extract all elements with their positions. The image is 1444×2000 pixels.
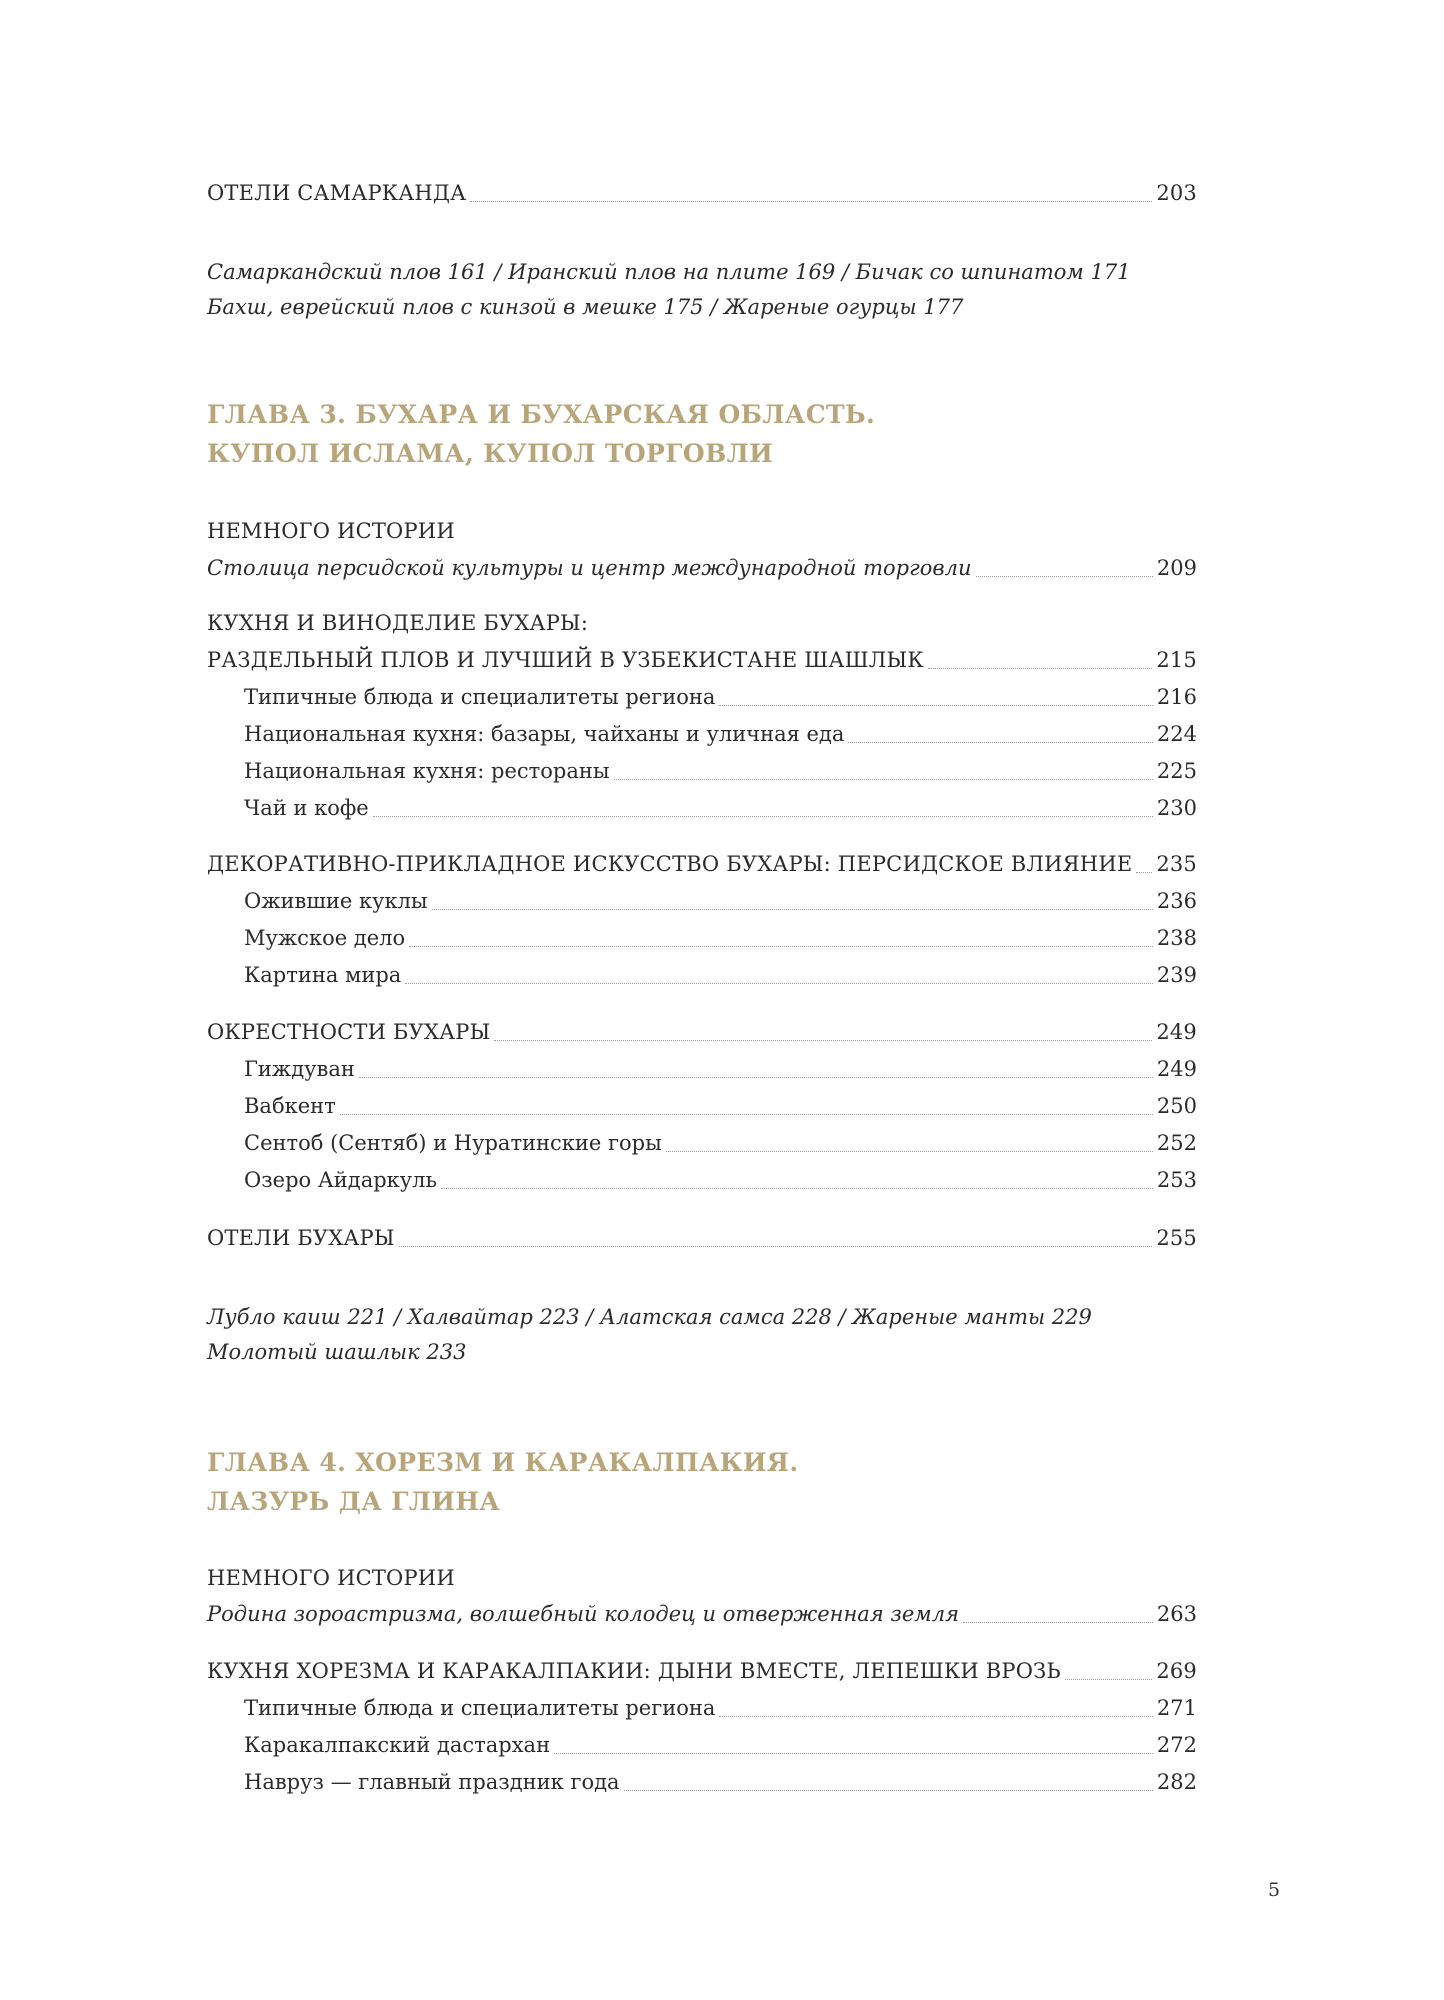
dot-leader <box>1065 1678 1153 1680</box>
toc-entry-page: 239 <box>1156 963 1197 987</box>
dot-leader <box>494 1039 1152 1041</box>
dot-leader <box>409 945 1153 947</box>
toc-entry-title: Картина мира <box>244 963 402 987</box>
dot-leader <box>359 1076 1153 1078</box>
dot-leader <box>405 982 1153 984</box>
toc-entry-title: Национальная кухня: рестораны <box>244 759 610 783</box>
toc-subentry <box>244 1053 1197 1085</box>
recipes-list-samarkand-1: Самаркандский плов 161 / Иранский плов на плите 169 / Бичак со шпинатом 171 <box>207 260 1131 284</box>
dot-leader <box>719 704 1153 706</box>
dot-leader <box>666 1150 1153 1152</box>
toc-entry-cuisine <box>207 1655 1197 1687</box>
toc-entry-page: 249 <box>1156 1020 1197 1044</box>
toc-entry-cuisine <box>207 644 1197 676</box>
toc-subentry <box>244 959 1197 991</box>
toc-subentry <box>244 1090 1197 1122</box>
toc-entry-title: Родина зороастризма, волшебный колодец и отверженная земля <box>207 1602 959 1626</box>
toc-entry-page: 225 <box>1156 759 1197 783</box>
toc-subentry <box>244 718 1197 750</box>
toc-entry-page: 224 <box>1156 722 1197 746</box>
toc-entry-page: 230 <box>1156 796 1197 820</box>
dot-leader <box>928 667 1153 669</box>
toc-entry-page: 282 <box>1156 1770 1197 1794</box>
toc-entry-history <box>207 1598 1197 1630</box>
toc-subentry <box>244 755 1197 787</box>
dot-leader <box>373 815 1153 817</box>
toc-entry-page: 269 <box>1156 1659 1197 1683</box>
dot-leader <box>719 1715 1153 1717</box>
toc-subentry <box>244 1164 1197 1196</box>
toc-entry-page: 252 <box>1156 1131 1197 1155</box>
toc-entry-page: 238 <box>1156 926 1197 950</box>
dot-leader <box>554 1752 1153 1754</box>
dot-leader <box>399 1245 1153 1247</box>
toc-entry-crafts <box>207 848 1197 880</box>
toc-entry-page: 263 <box>1156 1602 1197 1626</box>
toc-entry-title: ОТЕЛИ БУХАРЫ <box>207 1226 395 1250</box>
chapter-3-title-line2: КУПОЛ ИСЛАМА, КУПОЛ ТОРГОВЛИ <box>207 439 774 468</box>
toc-subentry <box>244 792 1197 824</box>
toc-entry-title: РАЗДЕЛЬНЫЙ ПЛОВ И ЛУЧШИЙ В УЗБЕКИСТАНЕ ШАШЛЫК <box>207 648 924 672</box>
toc-entry-title: Каракалпакский дастархан <box>244 1733 551 1757</box>
dot-leader <box>963 1621 1153 1623</box>
toc-entry-title: Навруз — главный праздник года <box>244 1770 620 1794</box>
section-heading-history: НЕМНОГО ИСТОРИИ <box>207 519 455 543</box>
toc-entry-title: Гиждуван <box>244 1057 355 1081</box>
dot-leader <box>340 1113 1153 1115</box>
dot-leader <box>976 575 1153 577</box>
toc-entry-title: Озеро Айдаркуль <box>244 1168 437 1192</box>
chapter-4-title-line2: ЛАЗУРЬ ДА ГЛИНА <box>207 1487 501 1516</box>
recipes-list-bukhara-1: Лубло каиш 221 / Халвайтар 223 / Алатская самса 228 / Жареные манты 229 <box>207 1305 1092 1329</box>
toc-entry-page: 271 <box>1156 1696 1197 1720</box>
toc-entry-page: 203 <box>1156 181 1197 205</box>
recipes-list-samarkand-2: Бахш, еврейский плов с кинзой в мешке 175 / Жареные огурцы 177 <box>207 295 964 319</box>
section-heading-cuisine: КУХНЯ И ВИНОДЕЛИЕ БУХАРЫ: <box>207 611 589 635</box>
recipes-list-bukhara-2: Молотый шашлык 233 <box>207 1340 467 1364</box>
toc-entry-title: КУХНЯ ХОРЕЗМА И КАРАКАЛПАКИИ: ДЫНИ ВМЕСТЕ, ЛЕПЕШКИ ВРОЗЬ <box>207 1659 1061 1683</box>
toc-entry-page: 250 <box>1156 1094 1197 1118</box>
toc-entry-samarkand-hotels <box>207 177 1197 209</box>
dot-leader <box>848 741 1153 743</box>
toc-entry-history <box>207 552 1197 584</box>
toc-subentry <box>244 681 1197 713</box>
toc-entry-surroundings <box>207 1016 1197 1048</box>
toc-entry-page: 216 <box>1156 685 1197 709</box>
dot-leader <box>432 908 1153 910</box>
toc-subentry <box>244 1692 1197 1724</box>
dot-leader <box>1136 871 1152 873</box>
toc-entry-bukhara-hotels <box>207 1222 1197 1254</box>
toc-entry-title: Типичные блюда и специалитеты региона <box>244 685 716 709</box>
toc-entry-page: 272 <box>1156 1733 1197 1757</box>
toc-entry-page: 249 <box>1156 1057 1197 1081</box>
page-number: 5 <box>1268 1879 1281 1901</box>
toc-subentry <box>244 1766 1197 1798</box>
section-heading-history: НЕМНОГО ИСТОРИИ <box>207 1566 455 1590</box>
toc-entry-title: Ожившие куклы <box>244 889 428 913</box>
toc-entry-page: 255 <box>1156 1226 1197 1250</box>
toc-entry-title: ДЕКОРАТИВНО-ПРИКЛАДНОЕ ИСКУССТВО БУХАРЫ: ПЕРСИДСКОЕ ВЛИЯНИЕ <box>207 852 1133 876</box>
toc-entry-page: 209 <box>1156 556 1197 580</box>
toc-entry-title: ОТЕЛИ САМАРКАНДА <box>207 181 467 205</box>
dot-leader <box>624 1789 1153 1791</box>
dot-leader <box>470 200 1152 202</box>
toc-entry-title: Национальная кухня: базары, чайханы и уличная еда <box>244 722 845 746</box>
toc-entry-page: 235 <box>1156 852 1197 876</box>
toc-entry-title: ОКРЕСТНОСТИ БУХАРЫ <box>207 1020 491 1044</box>
dot-leader <box>441 1187 1153 1189</box>
toc-entry-page: 253 <box>1156 1168 1197 1192</box>
toc-entry-title: Мужское дело <box>244 926 406 950</box>
toc-subentry <box>244 1127 1197 1159</box>
toc-entry-title: Чай и кофе <box>244 796 369 820</box>
toc-entry-title: Вабкент <box>244 1094 336 1118</box>
chapter-3-title-line1: ГЛАВА 3. БУХАРА И БУХАРСКАЯ ОБЛАСТЬ. <box>207 400 876 429</box>
chapter-4-title-line1: ГЛАВА 4. ХОРЕЗМ И КАРАКАЛПАКИЯ. <box>207 1448 799 1477</box>
toc-subentry <box>244 885 1197 917</box>
toc-subentry <box>244 1729 1197 1761</box>
toc-entry-page: 236 <box>1156 889 1197 913</box>
toc-subentry <box>244 922 1197 954</box>
dot-leader <box>614 778 1153 780</box>
toc-entry-page: 215 <box>1156 648 1197 672</box>
toc-entry-title: Типичные блюда и специалитеты региона <box>244 1696 716 1720</box>
toc-entry-title: Сентоб (Сентяб) и Нуратинские горы <box>244 1131 662 1155</box>
toc-entry-title: Столица персидской культуры и центр международной торговли <box>207 556 972 580</box>
